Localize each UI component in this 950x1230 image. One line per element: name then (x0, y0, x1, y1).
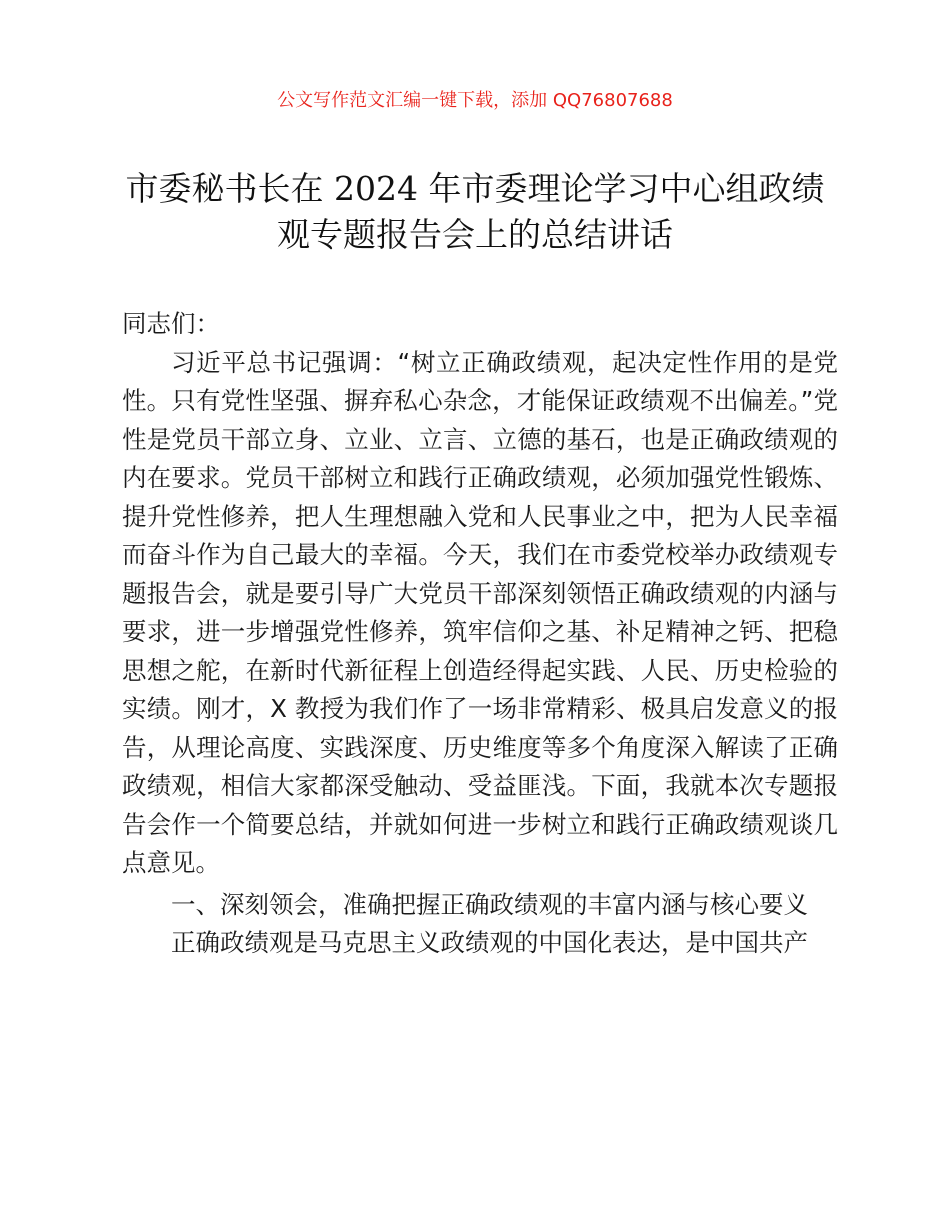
document-title (112, 166, 838, 258)
paragraph-1: 习近平总书记强调：“树立正确政绩观，起决定性作用的是党性。只有党性坚强、摒弃私心杂念，才能保证政绩观不出偏差。”党性是党员干部立身、立业、立言、立德的基石，也是正确政绩观的内在要求。党员干部树立和践行正确政绩观，必须加强党性锻炼、提升党性修养，把人生理想融入党和人民事业之中，把为人民幸福而奋斗作为自己最大的幸福。今天，我们在市委党校举办政绩观专题报告会，就是要引导广大党员干部深刻领悟正确政绩观的内涵与要求，进一步增强党性修养，筑牢信仰之基、补足精神之钙、把稳思想之舵，在新时代新征程上创造经得起实践、人民、历史检验的实绩。刚才，X 教授为我们作了一场非常精彩、极具启发意义的报告，从理论高度、实践深度、历史维度等多个角度深入解读了正确政绩观，相信大家都深受触动、受益匪浅。下面，我就本次专题报告会作一个简要总结，并就如何进一步树立和践行正确政绩观谈几点意见。 (122, 347, 838, 877)
section-1-heading: 一、深刻领会，准确把握正确政绩观的丰富内涵与核心要义 (171, 889, 808, 919)
salutation: 同志们： (122, 309, 220, 338)
title-line-2: 观专题报告会上的总结讲话 (277, 215, 673, 254)
paragraph-2: 正确政绩观是马克思主义政绩观的中国化表达，是中国共产 (171, 928, 808, 957)
title-line-1: 市委秘书长在 2024 年市委理论学习中心组政绩 (125, 169, 825, 208)
download-watermark: 公文写作范文汇编一键下载，添加 QQ76807688 (277, 90, 673, 111)
document-body (122, 305, 838, 963)
